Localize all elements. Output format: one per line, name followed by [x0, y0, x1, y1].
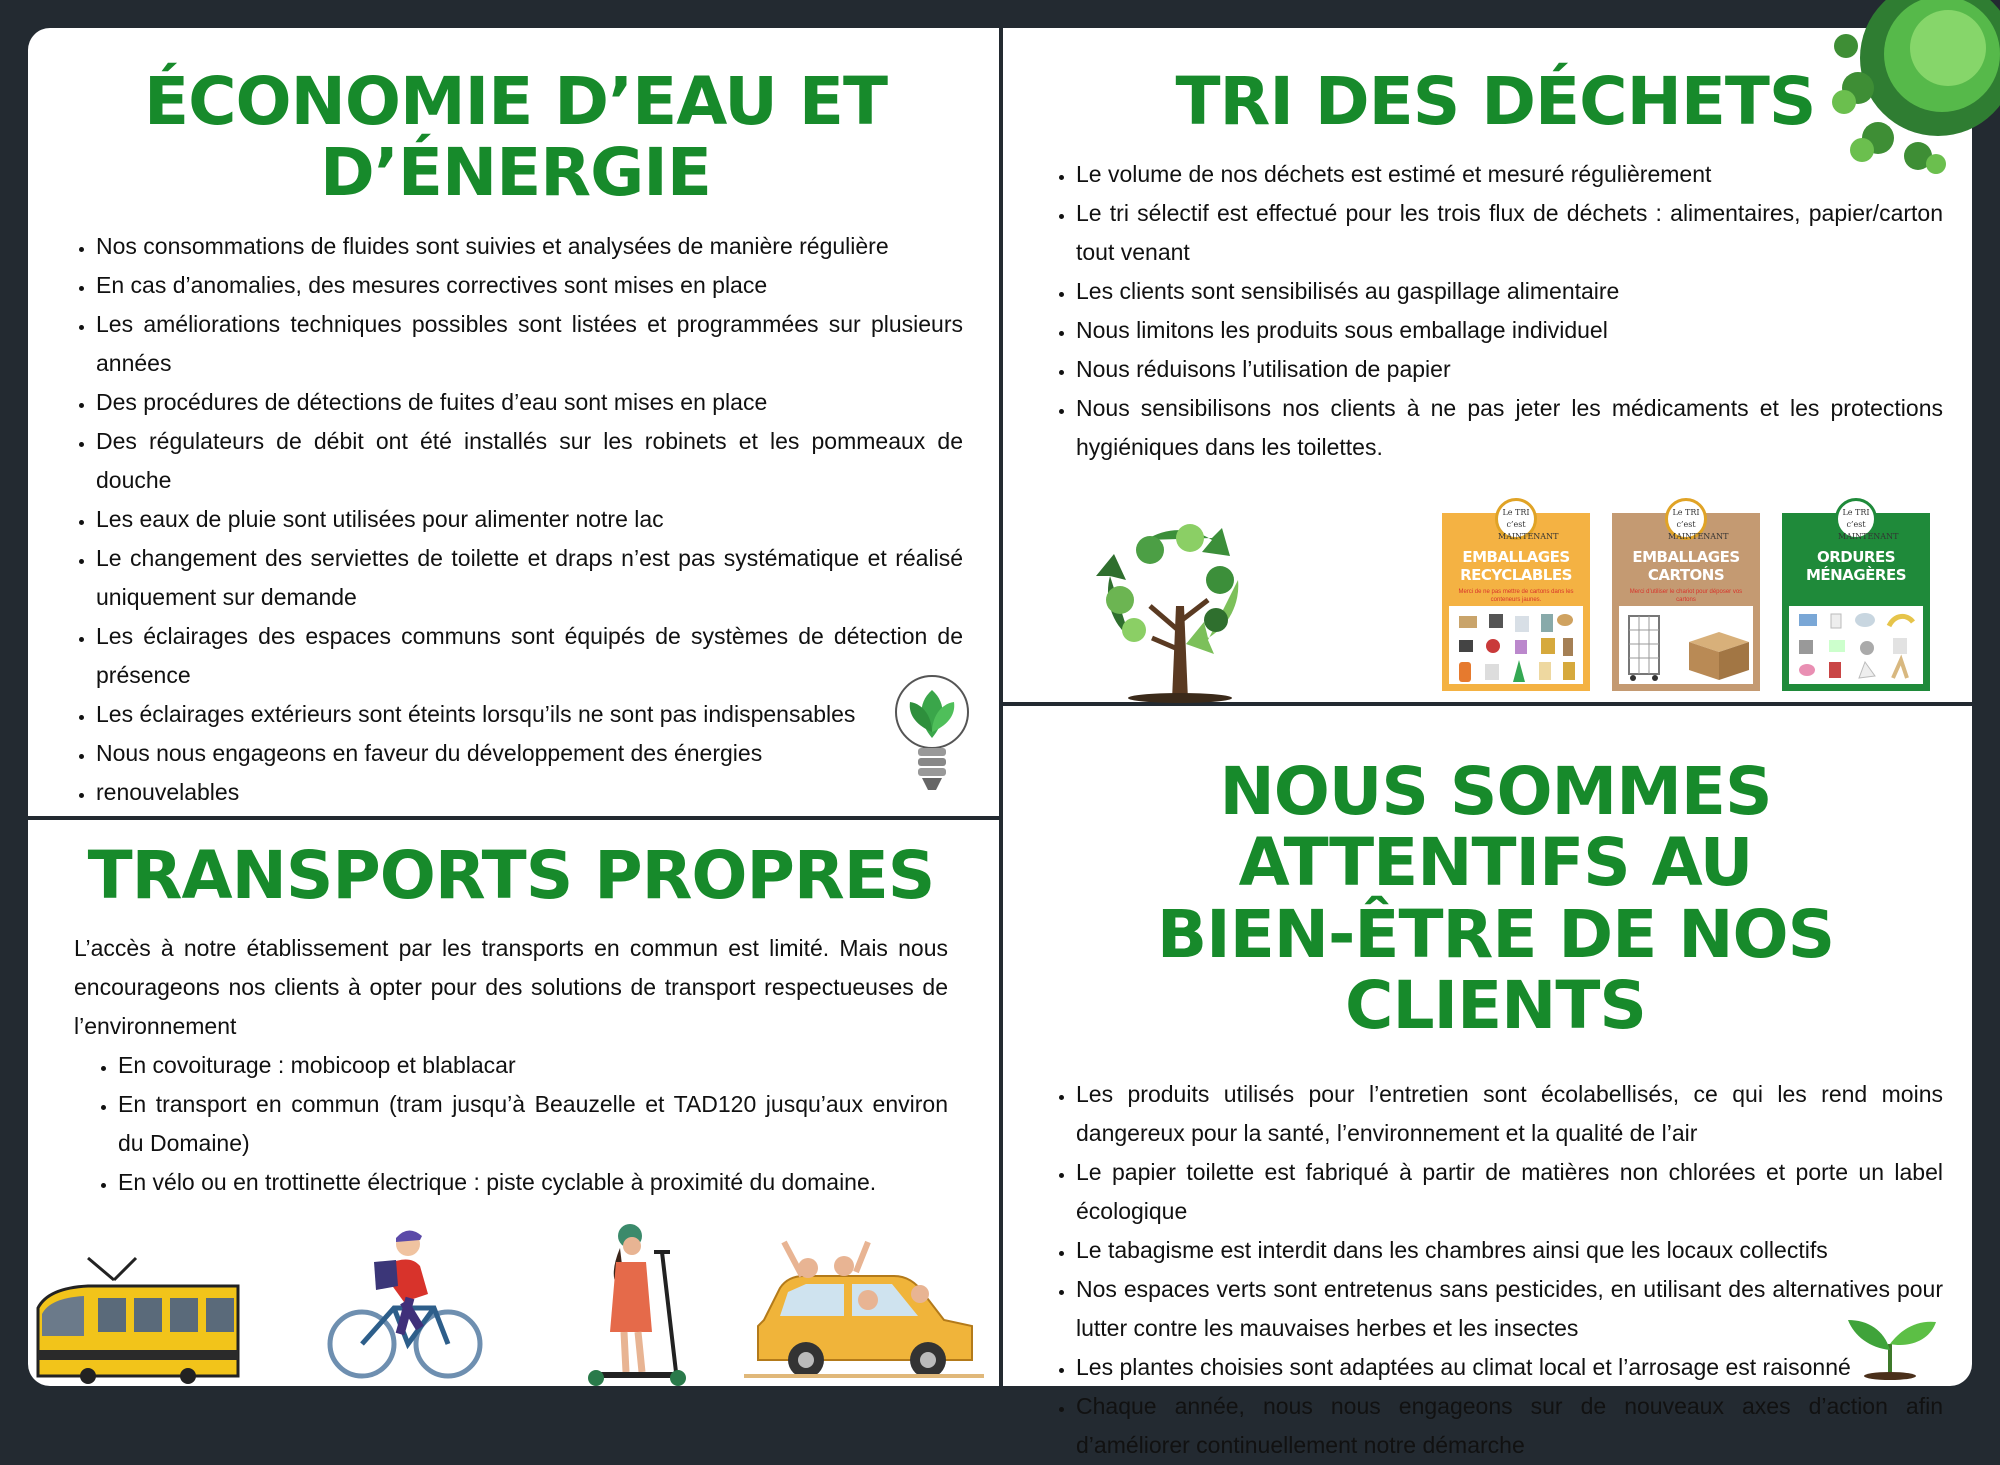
- list-item: • Les éclairages des espaces communs sont équipés de systèmes de détection de présence: [96, 617, 963, 695]
- bin-label: EMBALLAGES CARTONS: [1632, 548, 1740, 584]
- energy-list: [68, 227, 963, 812]
- energy-title: ÉCONOMIE D’EAU ET D’ÉNERGIE: [144, 63, 887, 212]
- right-horizontal-divider: [1001, 702, 1972, 706]
- tri-badge: [1835, 498, 1899, 541]
- list-item: • Chaque année, nous nous engageons sur de nouveaux axes d’action afin d’améliorer continuellement notre démarche: [1076, 1387, 1943, 1465]
- tri-badge-text: Le TRI c’est MAINTENANT: [1668, 508, 1729, 541]
- list-item: • En cas d’anomalies, des mesures correctives sont mises en place: [96, 266, 963, 305]
- bin-note: Merci d’utiliser le chariot pour déposer vos cartons: [1629, 589, 1743, 603]
- list-item: • Nos espaces verts sont entretenus sans pesticides, en utilisant des alternatives pour lutter contre les mauvaises herbes et les insectes: [1076, 1270, 1943, 1348]
- list-item: • Le changement des serviettes de toilette et draps n’est pas systématique et réalisé uniquement sur demande: [96, 539, 963, 617]
- household-waste-icon: [1789, 606, 1929, 686]
- list-item: • Le papier toilette est fabriqué à partir de matières non chlorées et porte un label écologique: [1076, 1153, 1943, 1231]
- list-item: • Le volume de nos déchets est estimé et mesuré régulièrement: [1076, 155, 1943, 194]
- bin-ordures: [1782, 508, 1930, 691]
- list-item: • Le tabagisme est interdit dans les chambres ainsi que les locaux collectifs: [1076, 1231, 1943, 1270]
- cyclist-icon: [324, 1224, 484, 1384]
- bin-recyclables: [1442, 508, 1590, 691]
- tri-badge-text: Le TRI c’est MAINTENANT: [1498, 508, 1559, 541]
- list-item: • Les plantes choisies sont adaptées au climat local et l’arrosage est raisonné: [1076, 1348, 1943, 1387]
- tram-icon: [28, 1258, 238, 1386]
- bin-items: [1449, 606, 1583, 684]
- bin-items: [1619, 606, 1753, 684]
- vertical-divider: [999, 28, 1003, 1386]
- globe-trees-icon: [1818, 28, 1972, 178]
- carpool-car-icon: [744, 1242, 984, 1382]
- list-item: • Nous sensibilisons nos clients à ne pas jeter les médicaments et les protections hygiéniques dans les toilettes.: [1076, 389, 1943, 467]
- transport-title: TRANSPORTS PROPRES: [87, 837, 935, 914]
- transport-intro: L’accès à notre établissement par les transports en commun est limité. Mais nous encourageons nos clients à opter pour des solutions de transport respectueuses de l’environnement: [74, 935, 948, 1040]
- waste-title: TRI DES DÉCHETS: [1175, 63, 1816, 140]
- wellbeing-title-line2: BIEN-ÊTRE DE NOS CLIENTS: [1156, 895, 1835, 1044]
- transport-panel: [74, 837, 948, 1202]
- wellbeing-list: [1048, 1075, 1943, 1465]
- waste-panel: [1048, 63, 1943, 467]
- list-item: • Nous limitons les produits sous emballage individuel: [1076, 311, 1943, 350]
- bin-label: ORDURES MÉNAGÈRES: [1806, 548, 1906, 584]
- list-item: • renouvelables: [96, 773, 963, 812]
- sprout-icon: [1840, 1310, 1940, 1380]
- list-item: • Les éclairages extérieurs sont éteints lorsqu’ils ne sont pas indispensables: [96, 695, 963, 734]
- tri-badge-text: Le TRI c’est MAINTENANT: [1838, 508, 1899, 541]
- list-item: • Les eaux de pluie sont utilisées pour alimenter notre lac: [96, 500, 963, 539]
- list-item: • Les produits utilisés pour l’entretien sont écolabellisés, ce qui les rend moins dangereux pour la santé, l’environnement et la qualité de l’air: [1076, 1075, 1943, 1153]
- list-item: • En covoiturage : mobicoop et blablacar: [118, 1046, 948, 1085]
- left-horizontal-divider: [28, 816, 1001, 820]
- list-item: • Des procédures de détections de fuites d’eau sont mises en place: [96, 383, 963, 422]
- list-item: • En vélo ou en trottinette électrique : piste cyclable à proximité du domaine.: [118, 1163, 948, 1202]
- wellbeing-panel: [1048, 753, 1943, 1465]
- scooter-rider-icon: [580, 1222, 710, 1386]
- wellbeing-title: [1048, 753, 1943, 1044]
- list-item: • Nous réduisons l’utilisation de papier: [1076, 350, 1943, 389]
- tri-badge: [1665, 498, 1729, 541]
- poster-sheet: [28, 28, 1972, 1459]
- transport-list: [74, 1046, 948, 1202]
- list-item: • Le tri sélectif est effectué pour les trois flux de déchets : alimentaires, papier/carton tout venant: [1076, 194, 1943, 272]
- bin-items: [1789, 606, 1923, 684]
- list-item: • Nos consommations de fluides sont suivies et analysées de manière régulière: [96, 227, 963, 266]
- waste-list: [1048, 155, 1943, 467]
- list-item: • Des régulateurs de débit ont été installés sur les robinets et les pommeaux de douche: [96, 422, 963, 500]
- bin-label: EMBALLAGES RECYCLABLES: [1460, 548, 1572, 584]
- bin-note: Merci de ne pas mettre de cartons dans les conteneurs jaunes.: [1458, 589, 1574, 603]
- packaging-items-icon: [1449, 606, 1589, 686]
- list-item: • Les clients sont sensibilisés au gaspillage alimentaire: [1076, 272, 1943, 311]
- energy-panel: [68, 63, 963, 812]
- list-item: • Les améliorations techniques possibles sont listées et programmées sur plusieurs années: [96, 305, 963, 383]
- lightbulb-leaf-icon: [890, 668, 974, 798]
- cart-and-box-icon: [1619, 606, 1759, 686]
- recycle-tree-icon: [1090, 510, 1260, 700]
- list-item: • Nous nous engageons en faveur du développement des énergies: [96, 734, 963, 773]
- bin-cartons: [1612, 508, 1760, 691]
- wellbeing-title-line1: NOUS SOMMES ATTENTIFS AU: [1219, 753, 1772, 902]
- tri-badge: [1495, 498, 1559, 541]
- list-item: • En transport en commun (tram jusqu’à Beauzelle et TAD120 jusqu’aux environ du Domaine): [118, 1085, 948, 1163]
